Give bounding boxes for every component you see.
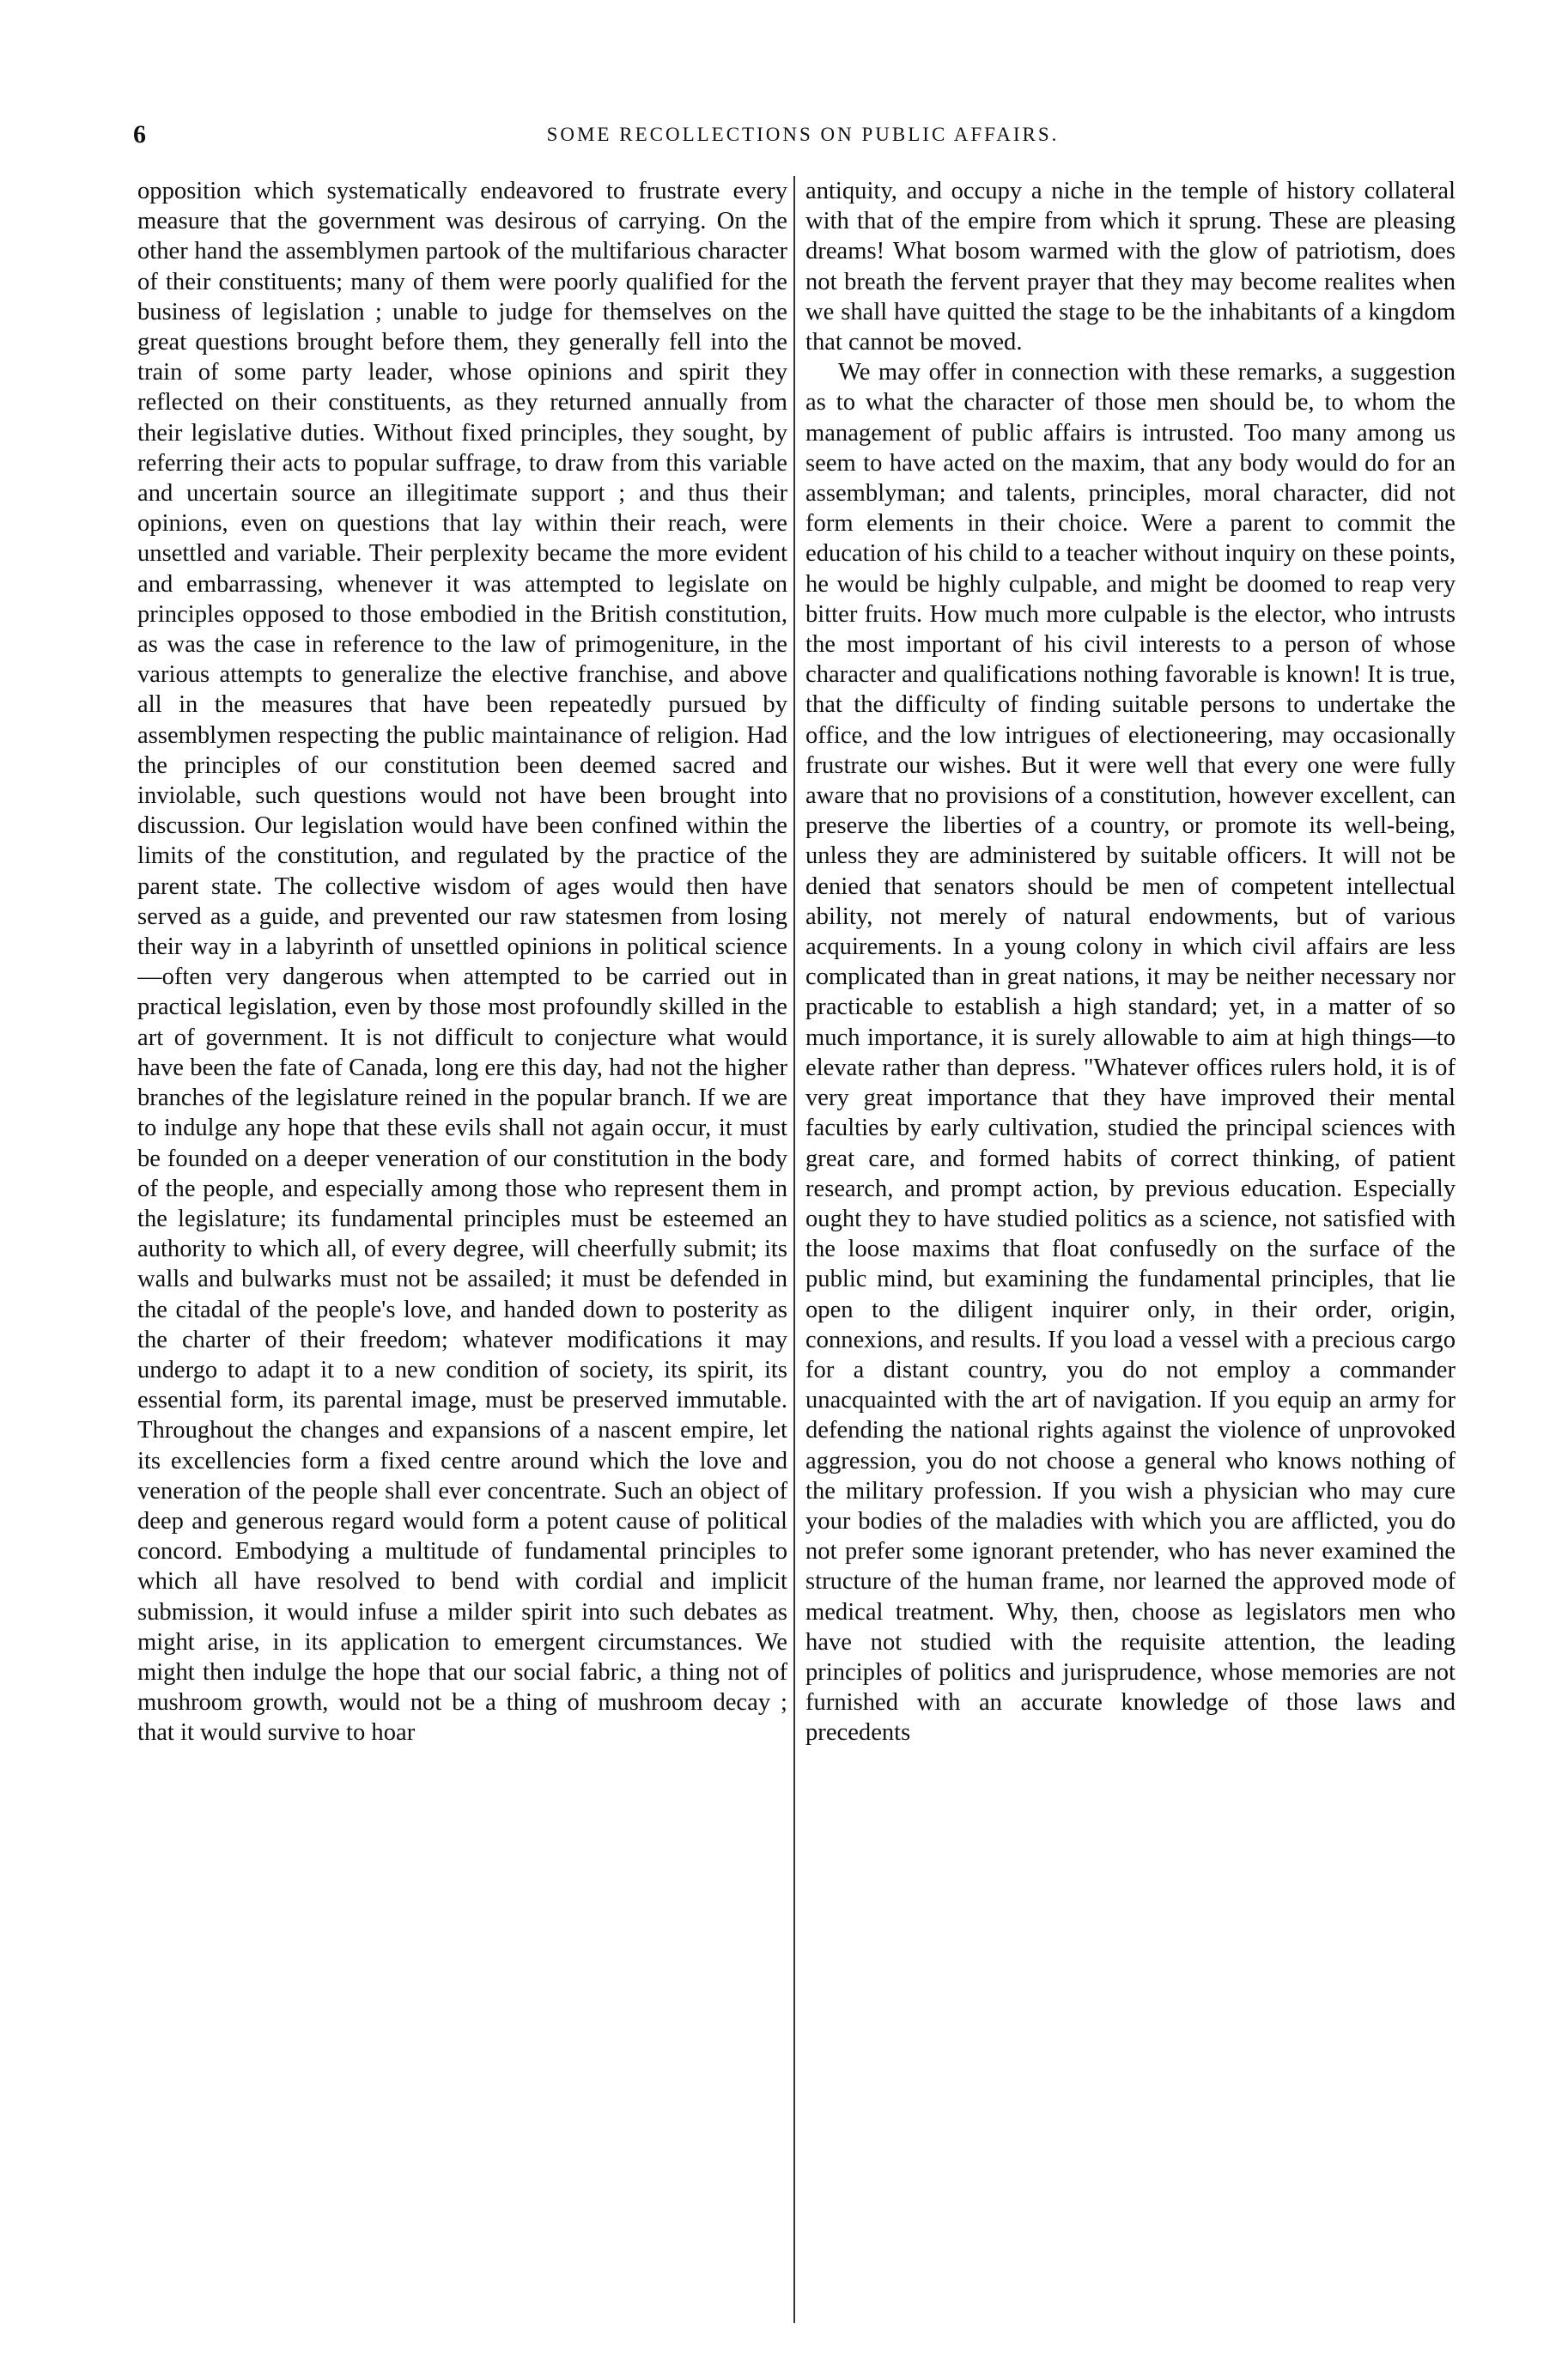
page-header [133, 120, 1473, 155]
right-paragraph-2: We may offer in connection with these remarks, a suggestion as to what the character of those men should be, to whom the management of public affairs is intrusted. Too many among us seem to have acted on the maxim, that any body would do for an assemblyman; and talents, principles, moral character, did not form elements in their choice. Were a parent to commit the education of his child to a teacher without inquiry on these points, he would be highly culpable, and might be doomed to reap very bitter fruits. How much more culpable is the elector, who intrusts the most important of his civil interests to a person of whose character and qualifications nothing favorable is known! It is true, that the difficulty of finding suitable persons to undertake the office, and the low intrigues of electioneering, may occasionally frustrate our wishes. But it were well that every one were fully aware that no provisions of a constitution, however excellent, can preserve the liberties of a country, or promote its well-being, unless they are administered by suitable officers. It will not be denied that senators should be men of competent intellectual ability, not merely of natural endowments, but of various acquirements. In a young colony in which civil affairs are less complicated than in great nations, it may be neither necessary nor practicable to establish a high standard; yet, in a matter of so much importance, it is surely allowable to aim at high things—to elevate rather than depress. "Whatever offices rulers hold, it is of very great importance that they have improved their mental faculties by early cultivation, studied the principal sciences with great care, and formed habits of correct thinking, of patient research, and prompt action, by previous education. Especially ought they to have studied politics as a science, not satisfied with the loose maxims that float confusedly on the surface of the public mind, but examining the fundamental principles, that lie open to the diligent inquirer only, in their order, origin, connexions, and results. If you load a vessel with a precious cargo for a distant country, you do not employ a commander unacquainted with the art of navigation. If you equip an army for defending the national rights against the violence of unprovoked aggression, you do not choose a general who knows nothing of the military profession. If you wish a physician who may cure your bodies of the maladies with which you are afflicted, you do not prefer some ignorant pretender, who has never examined the structure of the human frame, nor learned the approved mode of medical treatment. Why, then, choose as legislators men who have not studied with the requisite attention, the leading principles of politics and jurisprudence, whose memories are not furnished with an accurate knowledge of those laws and precedents [805, 359, 1456, 1747]
column-divider [793, 176, 795, 2323]
running-head: SOME RECOLLECTIONS ON PUBLIC AFFAIRS. [546, 124, 1060, 145]
right-paragraph-1: antiquity, and occupy a niche in the temple of history collateral with that of the empire from which it sprung. These are pleasing dreams! What bosom warmed with the glow of patriotism, does not breath the fervent prayer that they may become realites when we shall have quitted the stage to be the inhabitants of a kingdom that cannot be moved. [805, 178, 1456, 356]
right-column [805, 176, 1456, 2323]
left-column [137, 176, 787, 2323]
left-paragraph-1: opposition which systematically endeavored to frustrate every measure that the government was desirous of carrying. On the other hand the assemblymen partook of the multifarious character of their constituents; many of them were poorly qualified for the business of legislation ; unable to judge for themselves on the great questions brought before them, they generally fell into the train of some party leader, whose opinions and spirit they reflected on their constituents, as they returned annually from their legislative duties. Without fixed principles, they sought, by referring their acts to popular suffrage, to draw from this variable and uncertain source an illegitimate support ; and thus their opinions, even on questions that lay within their reach, were unsettled and variable. Their perplexity became the more evident and embarrassing, whenever it was attempted to legislate on principles opposed to those embodied in the British constitution, as was the case in reference to the law of primogeniture, in the various attempts to generalize the elective franchise, and above all in the measures that have been repeatedly pursued by assemblymen respecting the public maintainance of religion. Had the principles of our constitution been deemed sacred and inviolable, such questions would not have been brought into discussion. Our legislation would have been confined within the limits of the constitution, and regulated by the practice of the parent state. The collective wisdom of ages would then have served as a guide, and prevented our raw statesmen from losing their way in a labyrinth of unsettled opinions in political science—often very dangerous when attempted to be carried out in practical legislation, even by those most profoundly skilled in the art of government. It is not difficult to conjecture what would have been the fate of Canada, long ere this day, had not the higher branches of the legislature reined in the popular branch. If we are to indulge any hope that these evils shall not again occur, it must be founded on a deeper veneration of our constitution in the body of the people, and especially among those who represent them in the legislature; its fundamental principles must be esteemed an authority to which all, of every degree, will cheerfully submit; its walls and bulwarks must not be assailed; it must be defended in the citadal of the people's love, and handed down to posterity as the charter of their freedom; whatever modifications it may undergo to adapt it to a new condition of society, its spirit, its essential form, its parental image, must be preserved immutable. Throughout the changes and expansions of a nascent empire, let its excellencies form a fixed centre around which the love and veneration of the people shall ever concentrate. Such an object of deep and generous regard would form a potent cause of political concord. Embodying a multitude of fundamental principles to which all have resolved to bend with cordial and implicit submission, it would infuse a milder spirit into such debates as might arise, in its application to emergent circumstances. We might then indulge the hope that our social fabric, a thing not of mushroom growth, would not be a thing of mushroom decay ; that it would survive to hoar [137, 178, 787, 1747]
page-number: 6 [133, 120, 146, 149]
